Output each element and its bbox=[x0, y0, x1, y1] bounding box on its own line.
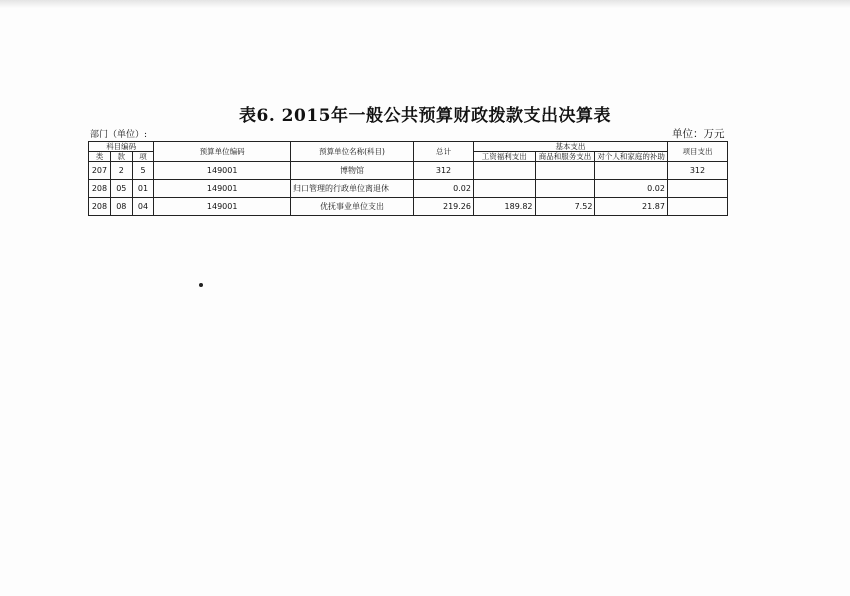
header-project: 项目支出 bbox=[667, 142, 727, 162]
cell-total: 312 bbox=[414, 162, 474, 180]
cell-section: 05 bbox=[110, 180, 132, 198]
header-subsidy: 对个人和家庭的补助 bbox=[595, 152, 668, 162]
cell-section: 08 bbox=[110, 198, 132, 216]
header-subject-code: 科目编码 bbox=[89, 142, 154, 152]
cell-class: 207 bbox=[89, 162, 111, 180]
header-wages: 工资福利支出 bbox=[473, 152, 535, 162]
cell-class: 208 bbox=[89, 198, 111, 216]
cell-unit-code: 149001 bbox=[154, 180, 291, 198]
cell-unit-code: 149001 bbox=[154, 162, 291, 180]
scan-edge bbox=[0, 0, 850, 8]
cell-total: 0.02 bbox=[414, 180, 474, 198]
header-total: 总计 bbox=[414, 142, 474, 162]
page-title: 表6. 2015年一般公共预算财政拨款支出决算表 bbox=[239, 106, 611, 126]
cell-wages: 189.82 bbox=[473, 198, 535, 216]
unit-label: 单位：万元 bbox=[672, 128, 725, 140]
cell-wages bbox=[473, 162, 535, 180]
cell-project bbox=[667, 198, 727, 216]
table-row bbox=[89, 180, 728, 198]
cell-unit-name: 优抚事业单位支出 bbox=[290, 198, 413, 216]
header-unit-name: 预算单位名称(科目) bbox=[290, 142, 413, 162]
cell-goods bbox=[535, 180, 595, 198]
cell-item: 04 bbox=[132, 198, 154, 216]
header-goods: 商品和服务支出 bbox=[535, 152, 595, 162]
table-row bbox=[89, 162, 728, 180]
cell-project: 312 bbox=[667, 162, 727, 180]
cell-wages bbox=[473, 180, 535, 198]
cell-item: 01 bbox=[132, 180, 154, 198]
ink-speck bbox=[199, 283, 203, 287]
header-basic: 基本支出 bbox=[473, 142, 667, 152]
header-unit-code: 预算单位编码 bbox=[154, 142, 291, 162]
budget-table bbox=[88, 141, 728, 216]
cell-class: 208 bbox=[89, 180, 111, 198]
cell-section: 2 bbox=[110, 162, 132, 180]
header-class: 类 bbox=[89, 152, 111, 162]
cell-subsidy: 21.87 bbox=[595, 198, 668, 216]
cell-total: 219.26 bbox=[414, 198, 474, 216]
department-label: 部门（单位）: bbox=[90, 130, 148, 140]
cell-unit-name: 归口管理的行政单位离退休 bbox=[290, 180, 413, 198]
cell-goods bbox=[535, 162, 595, 180]
cell-unit-code: 149001 bbox=[154, 198, 291, 216]
cell-goods: 7.52 bbox=[535, 198, 595, 216]
cell-subsidy bbox=[595, 162, 668, 180]
header-row-1 bbox=[89, 142, 728, 152]
header-section: 款 bbox=[110, 152, 132, 162]
header-item: 项 bbox=[132, 152, 154, 162]
cell-item: 5 bbox=[132, 162, 154, 180]
table-row bbox=[89, 198, 728, 216]
cell-unit-name: 博物馆 bbox=[290, 162, 413, 180]
cell-project bbox=[667, 180, 727, 198]
cell-subsidy: 0.02 bbox=[595, 180, 668, 198]
